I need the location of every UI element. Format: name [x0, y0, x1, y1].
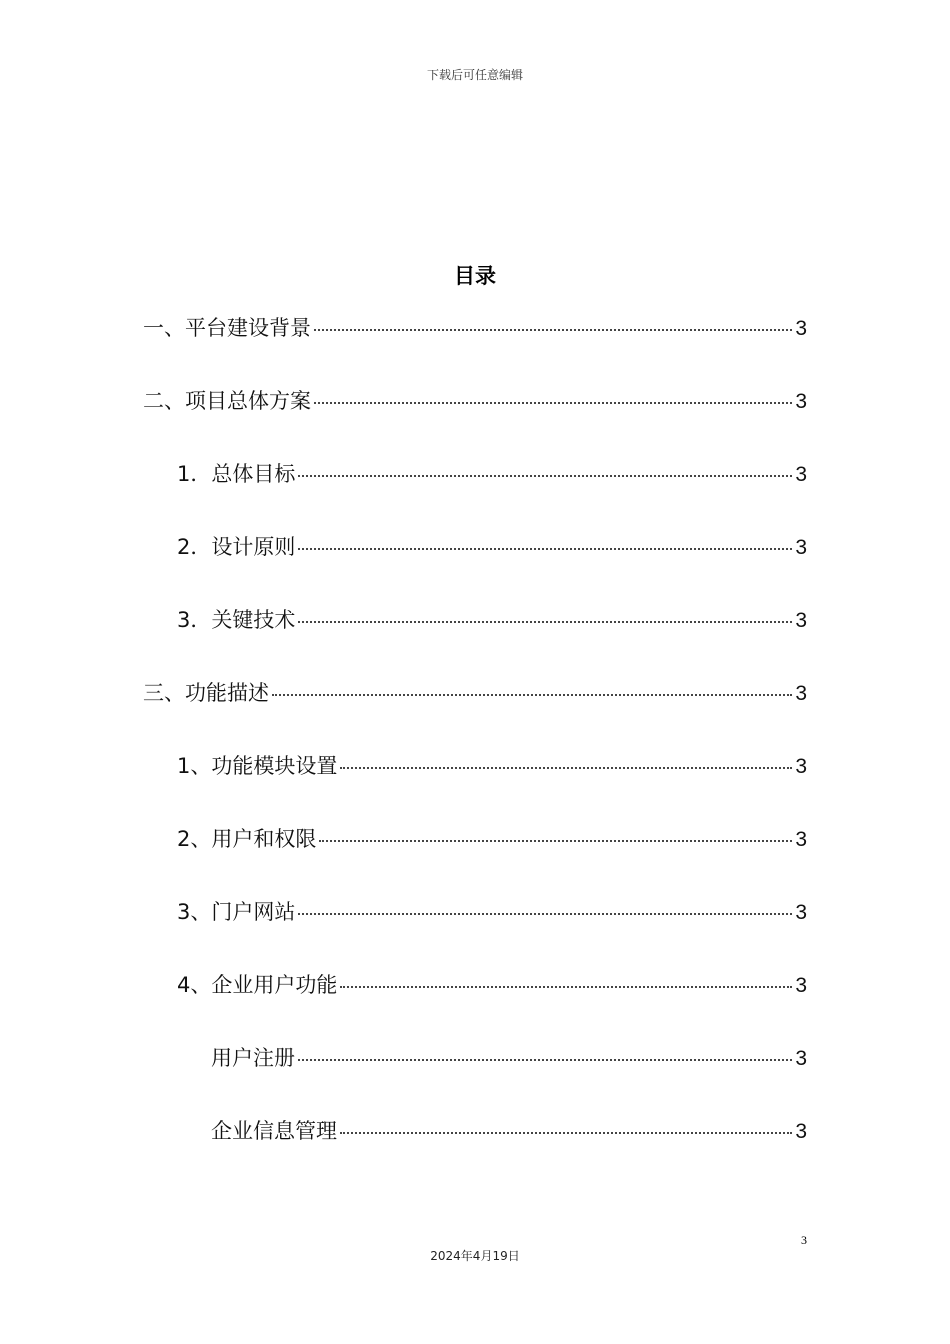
toc-entry-page: 3 [795, 1120, 807, 1143]
toc-entry[interactable] [143, 1042, 807, 1115]
toc-entry[interactable] [143, 604, 807, 677]
header-note: 下载后可任意编辑 [426, 68, 523, 82]
toc-entry[interactable] [143, 312, 807, 385]
toc-entry[interactable] [143, 896, 807, 969]
toc-leader-dots [298, 1059, 792, 1061]
toc-entry-text: 三、功能描述 [143, 681, 269, 705]
toc-list [143, 312, 807, 1188]
toc-entry-page: 3 [795, 536, 807, 559]
toc-entry[interactable] [143, 823, 807, 896]
toc-leader-dots [340, 1132, 792, 1134]
toc-entry-text: 用户注册 [211, 1046, 295, 1070]
toc-entry-page: 3 [795, 682, 807, 705]
toc-leader-dots [314, 402, 792, 404]
footer-date: 2024年4月19日 [430, 1249, 520, 1263]
toc-leader-dots [298, 475, 792, 477]
toc-entry-text: 二、项目总体方案 [143, 389, 311, 413]
toc-leader-dots [298, 548, 792, 550]
toc-entry[interactable] [143, 1115, 807, 1188]
toc-title: 目录 [454, 264, 496, 288]
toc-entry[interactable] [143, 750, 807, 823]
toc-entry-text: 4、企业用户功能 [177, 973, 338, 997]
toc-leader-dots [298, 621, 792, 623]
toc-entry[interactable] [143, 458, 807, 531]
toc-entry-text: 3、门户网站 [177, 900, 296, 924]
toc-leader-dots [340, 986, 792, 988]
toc-leader-dots [272, 694, 792, 696]
toc-entry-text: 2、用户和权限 [177, 827, 317, 851]
toc-entry-page: 3 [795, 317, 807, 340]
toc-entry-text: 1．总体目标 [177, 462, 296, 486]
toc-entry-page: 3 [795, 390, 807, 413]
toc-entry-page: 3 [795, 463, 807, 486]
toc-entry-page: 3 [795, 828, 807, 851]
toc-entry-page: 3 [795, 1047, 807, 1070]
toc-leader-dots [319, 840, 792, 842]
toc-entry-text: 3．关键技术 [177, 608, 296, 632]
page-number: 3 [801, 1233, 807, 1247]
toc-entry-text: 1、功能模块设置 [177, 754, 338, 778]
toc-entry-text: 一、平台建设背景 [143, 316, 311, 340]
toc-entry-page: 3 [795, 755, 807, 778]
toc-entry[interactable] [143, 531, 807, 604]
toc-entry-page: 3 [795, 974, 807, 997]
toc-leader-dots [298, 913, 792, 915]
toc-entry[interactable] [143, 969, 807, 1042]
toc-leader-dots [314, 329, 792, 331]
toc-entry-text: 企业信息管理 [211, 1119, 337, 1143]
toc-entry-page: 3 [795, 609, 807, 632]
toc-entry-page: 3 [795, 901, 807, 924]
toc-entry[interactable] [143, 385, 807, 458]
toc-entry[interactable] [143, 677, 807, 750]
toc-entry-text: 2．设计原则 [177, 535, 296, 559]
toc-leader-dots [340, 767, 792, 769]
